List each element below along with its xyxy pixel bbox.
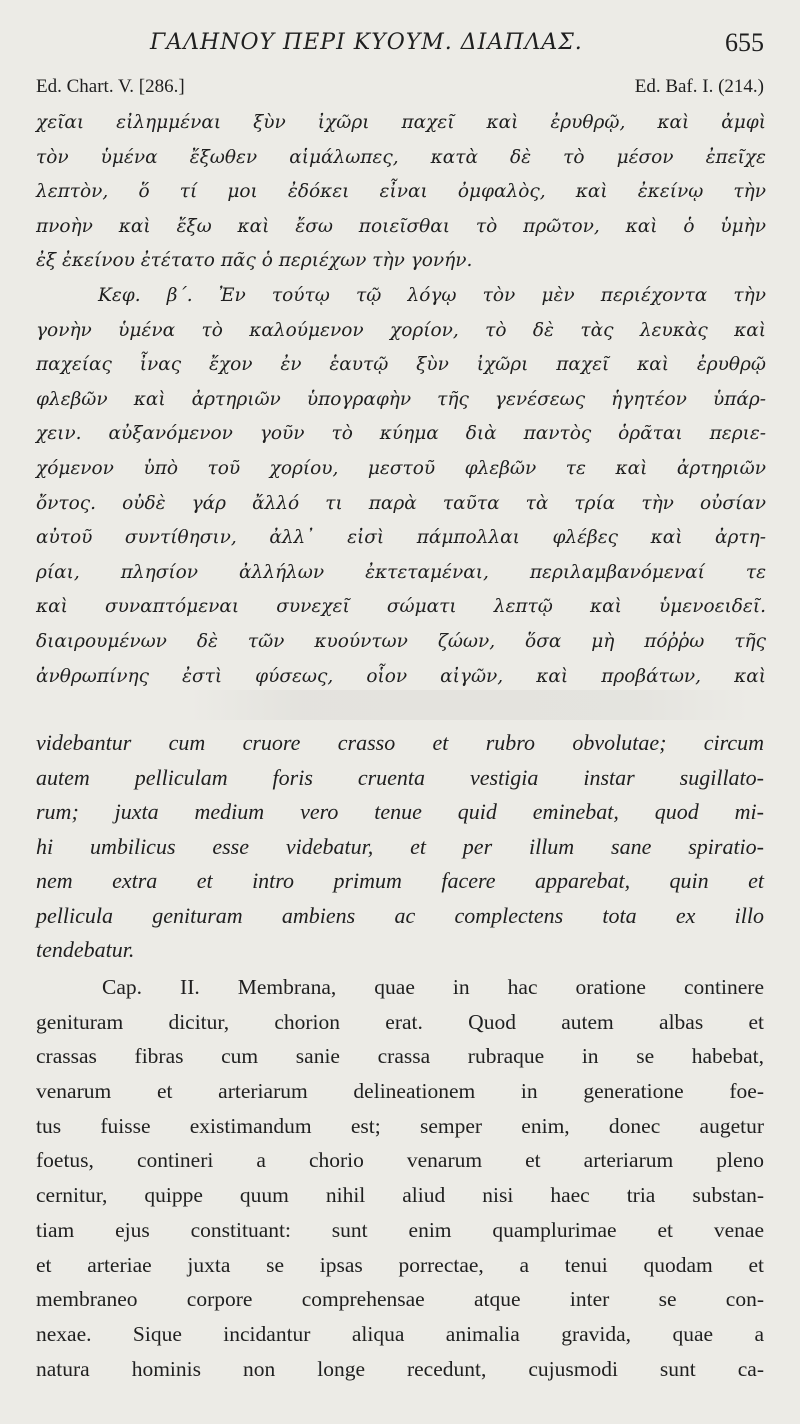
page-number: 655 [725,28,764,57]
greek-line: γονὴν ὑμένα τὸ καλούμενον χορίον, τὸ δὲ τὰς λευκὰς καὶ [36,319,766,341]
latin-italic-line: hi umbilicus esse videbatur, et per illum sane spiratio- [36,833,764,859]
running-title: ΓΑΛΗΝΟΥ ΠΕΡΙ ΚΥΟΥΜ. ΔΙΑΠΛΑΣ. [150,30,583,55]
latin-roman-line: nexae. Sique incidantur aliqua animalia gravida, quae a [36,1321,764,1346]
latin-roman-line: membraneo corpore comprehensae atque inter se con- [36,1287,764,1312]
greek-line: διαιρουμένων δὲ τῶν κυούντων ζώων, ὅσα μὴ πόῤῥω τῆς [36,630,766,652]
latin-roman-line: tiam ejus constituant: sunt enim quamplurimae et venae [36,1217,764,1242]
greek-line: καὶ συναπτόμεναι συνεχεῖ σώματι λεπτῷ καὶ ὑμενοειδεῖ. [36,596,766,618]
latin-italic-line: videbantur cum cruore crasso et rubro obvolutae; circum [36,730,764,755]
greek-chapter-heading-line: Κεφ. β΄. Ἐν τούτῳ τῷ λόγῳ τὸν μὲν περιέχοντα τὴν [98,284,766,306]
latin-italic-line: pellicula genituram ambiens ac complectens tota ex illo [36,902,764,928]
latin-translation-continuation [36,726,764,968]
ink-bleed-through [190,690,750,720]
greek-line: λεπτὸν, ὅ τί μοι ἐδόκει εἶναι ὀμφαλὸς, καὶ ἐκείνῳ τὴν [36,181,766,203]
greek-line: χειν. αὐξανόμενον γοῦν τὸ κύημα διὰ παντὸς ὁρᾶται περιε- [36,423,766,445]
latin-italic-line: nem extra et intro primum facere apparebat, quin et [36,868,764,893]
greek-line: παχείας ἶνας ἔχον ἐν ἑαυτῷ ξὺν ἰχῶρι παχεῖ καὶ ἐρυθρῷ [36,354,766,376]
latin-translation-chapter-2 [36,970,764,1386]
latin-roman-line: venarum et arteriarum delineationem in generatione foe- [36,1079,764,1104]
latin-roman-line: genituram dicitur, chorion erat. Quod autem albas et [36,1009,764,1034]
greek-line: αὐτοῦ συντίθησιν, ἀλλ᾽ εἰσὶ πάμπολλαι φλέβες καὶ ἀρτη- [36,527,766,549]
latin-italic-line: autem pelliculam foris cruenta vestigia instar sugillato- [36,764,764,790]
latin-roman-line: natura hominis non longe recedunt, cujusmodi sunt ca- [36,1356,764,1381]
latin-roman-line: crassas fibras cum sanie crassa rubraque in se habebat, [36,1044,764,1069]
edition-chartier: Ed. Chart. V. [286.] [36,76,185,97]
greek-line: ρίαι, πλησίον ἀλλήλων ἐκτεταμέναι, περιλαμβανόμεναί τε [36,561,766,583]
latin-roman-line: tus fuisse existimandum est; semper enim, donec augetur [36,1113,764,1138]
latin-roman-line: et arteriae juxta se ipsas porrectae, a tenui quodam et [36,1252,764,1277]
greek-line: ἀνθρωπίνης ἐστὶ φύσεως, οἷον αἰγῶν, καὶ προβάτων, καὶ [36,665,766,687]
latin-italic-line: tendebatur. [36,937,135,962]
greek-line: τὸν ὑμένα ἔξωθεν αἱμάλωπες, κατὰ δὲ τὸ μέσον ἐπεῖχε [36,146,766,168]
latin-italic-line: rum; juxta medium vero tenue quid eminebat, quod mi- [36,799,764,824]
greek-line: φλεβῶν καὶ ἀρτηριῶν ὑπογραφὴν τῆς γενέσεως ἡγητέον ὑπάρ- [36,388,766,410]
page-header [0,26,800,66]
edition-basel: Ed. Baf. I. (214.) [634,76,764,97]
edition-references [36,76,764,104]
greek-text-block [36,106,766,694]
greek-line: πνοὴν καὶ ἔξω καὶ ἔσω ποιεῖσθαι τὸ πρῶτον, καὶ ὁ ὑμὴν [36,215,766,237]
greek-line: ὄντος. οὐδὲ γάρ ἄλλό τι παρὰ ταῦτα τὰ τρία τὴν οὐσίαν [36,492,766,514]
latin-roman-line: foetus, contineri a chorio venarum et arteriarum pleno [36,1148,764,1173]
latin-roman-line: cernitur, quippe quum nihil aliud nisi haec tria substan- [36,1183,764,1208]
greek-line: χεῖαι εἰλημμέναι ξὺν ἰχῶρι παχεῖ καὶ ἐρυθρῷ, καὶ ἀμφὶ [36,112,766,133]
greek-line: ἐξ ἐκείνου ἐτέτατο πᾶς ὁ περιέχων τὴν γονήν. [36,250,473,272]
latin-chapter-heading-line: Cap. II. Membrana, quae in hac oratione continere [102,975,764,999]
greek-line: χόμενον ὑπὸ τοῦ χορίου, μεστοῦ φλεβῶν τε καὶ ἀρτηριῶν [36,457,766,479]
